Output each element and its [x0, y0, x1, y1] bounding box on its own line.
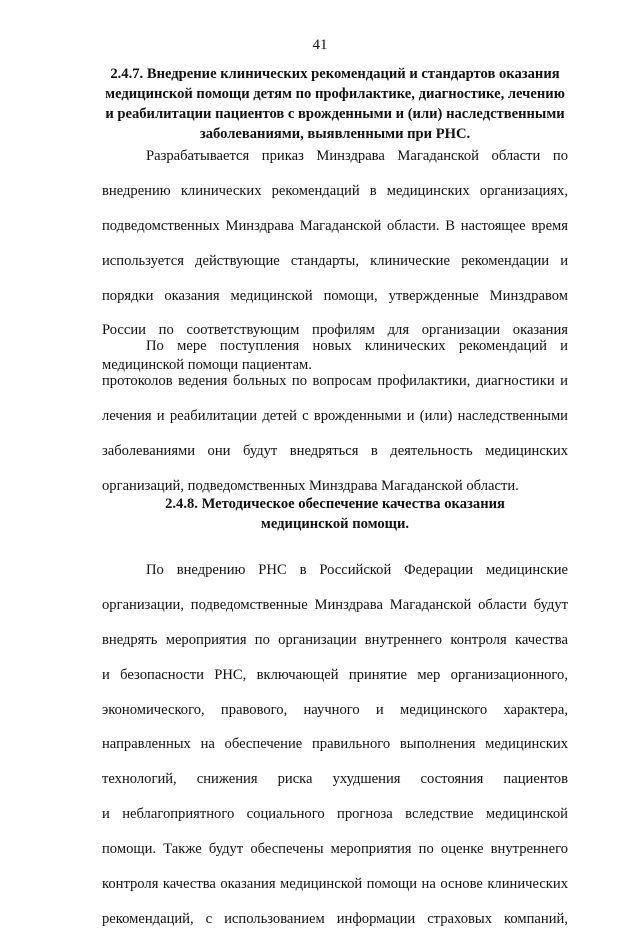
- paragraph-quality-control: [102, 560, 568, 944]
- text-line: внедрять мероприятия по организации внутреннего контроля качества: [102, 631, 568, 648]
- text-line: и неблагоприятного социального прогноза вследствие медицинской: [102, 806, 568, 823]
- text-line: внедрению клинических рекомендаций в медицинских организациях,: [102, 182, 568, 199]
- text-line: лечения и реабилитации детей с врожденными и (или) наследственными: [102, 407, 568, 424]
- text-line: медицинской помощи пациентам.: [102, 357, 312, 374]
- section-heading-2-4-7: [100, 64, 570, 144]
- heading-line: 2.4.7. Внедрение клинических рекомендаций и стандартов оказания: [110, 66, 560, 82]
- text-line: протоколов ведения больных по вопросам профилактики, диагностики и: [102, 372, 568, 389]
- text-line: используется действующие стандарты, клинические рекомендации и: [102, 252, 568, 269]
- heading-line: медицинской помощи.: [260, 516, 410, 532]
- section-heading-2-4-8: [100, 494, 570, 534]
- heading-line: заболеваниями, выявленными при РНС.: [199, 126, 471, 142]
- paragraph-new-protocols: [102, 336, 568, 510]
- text-line: экономического, правового, научного и медицинского характера,: [102, 701, 568, 718]
- heading-line: и реабилитации пациентов с врожденными и (или) наследственными: [105, 106, 565, 122]
- text-line: Разрабатывается приказ Минздрава Магаданской области по: [146, 148, 568, 164]
- text-line: подведомственных Минздрава Магаданской области. В настоящее время: [102, 217, 568, 234]
- text-line: технологий, снижения риска ухудшения состояния пациентов: [102, 771, 568, 788]
- text-line: По внедрению РНС в Российской Федерации медицинские: [146, 562, 568, 578]
- heading-line: 2.4.8. Методическое обеспечение качества оказания: [165, 496, 505, 512]
- text-line: России по соответствующим профилям для организации оказания: [102, 322, 568, 339]
- text-line: и безопасности РНС, включающей принятие мер организационного,: [102, 666, 568, 683]
- text-line: помощи. Также будут обеспечены мероприятия по оценке внутреннего: [102, 841, 568, 858]
- text-line: организаций, подведомственных Минздрава Магаданской области.: [102, 477, 519, 494]
- text-line: По мере поступления новых клинических рекомендаций и: [146, 338, 568, 354]
- text-line: заболеваниями они будут внедряться в деятельность медицинских: [102, 442, 568, 459]
- heading-line: медицинской помощи детям по профилактике, диагностике, лечению: [105, 86, 565, 102]
- text-line: организации, подведомственные Минздрава Магаданской области будут: [102, 596, 568, 613]
- text-line: контроля качества оказания медицинской помощи на основе клинических: [102, 876, 568, 893]
- text-line: порядки оказания медицинской помощи, утвержденные Минздравом: [102, 287, 568, 304]
- page-number: 41: [312, 37, 328, 53]
- text-line: направленных на обеспечение правильного выполнения медицинских: [102, 736, 568, 753]
- text-line: рекомендаций, с использованием информации страховых компаний,: [102, 910, 568, 927]
